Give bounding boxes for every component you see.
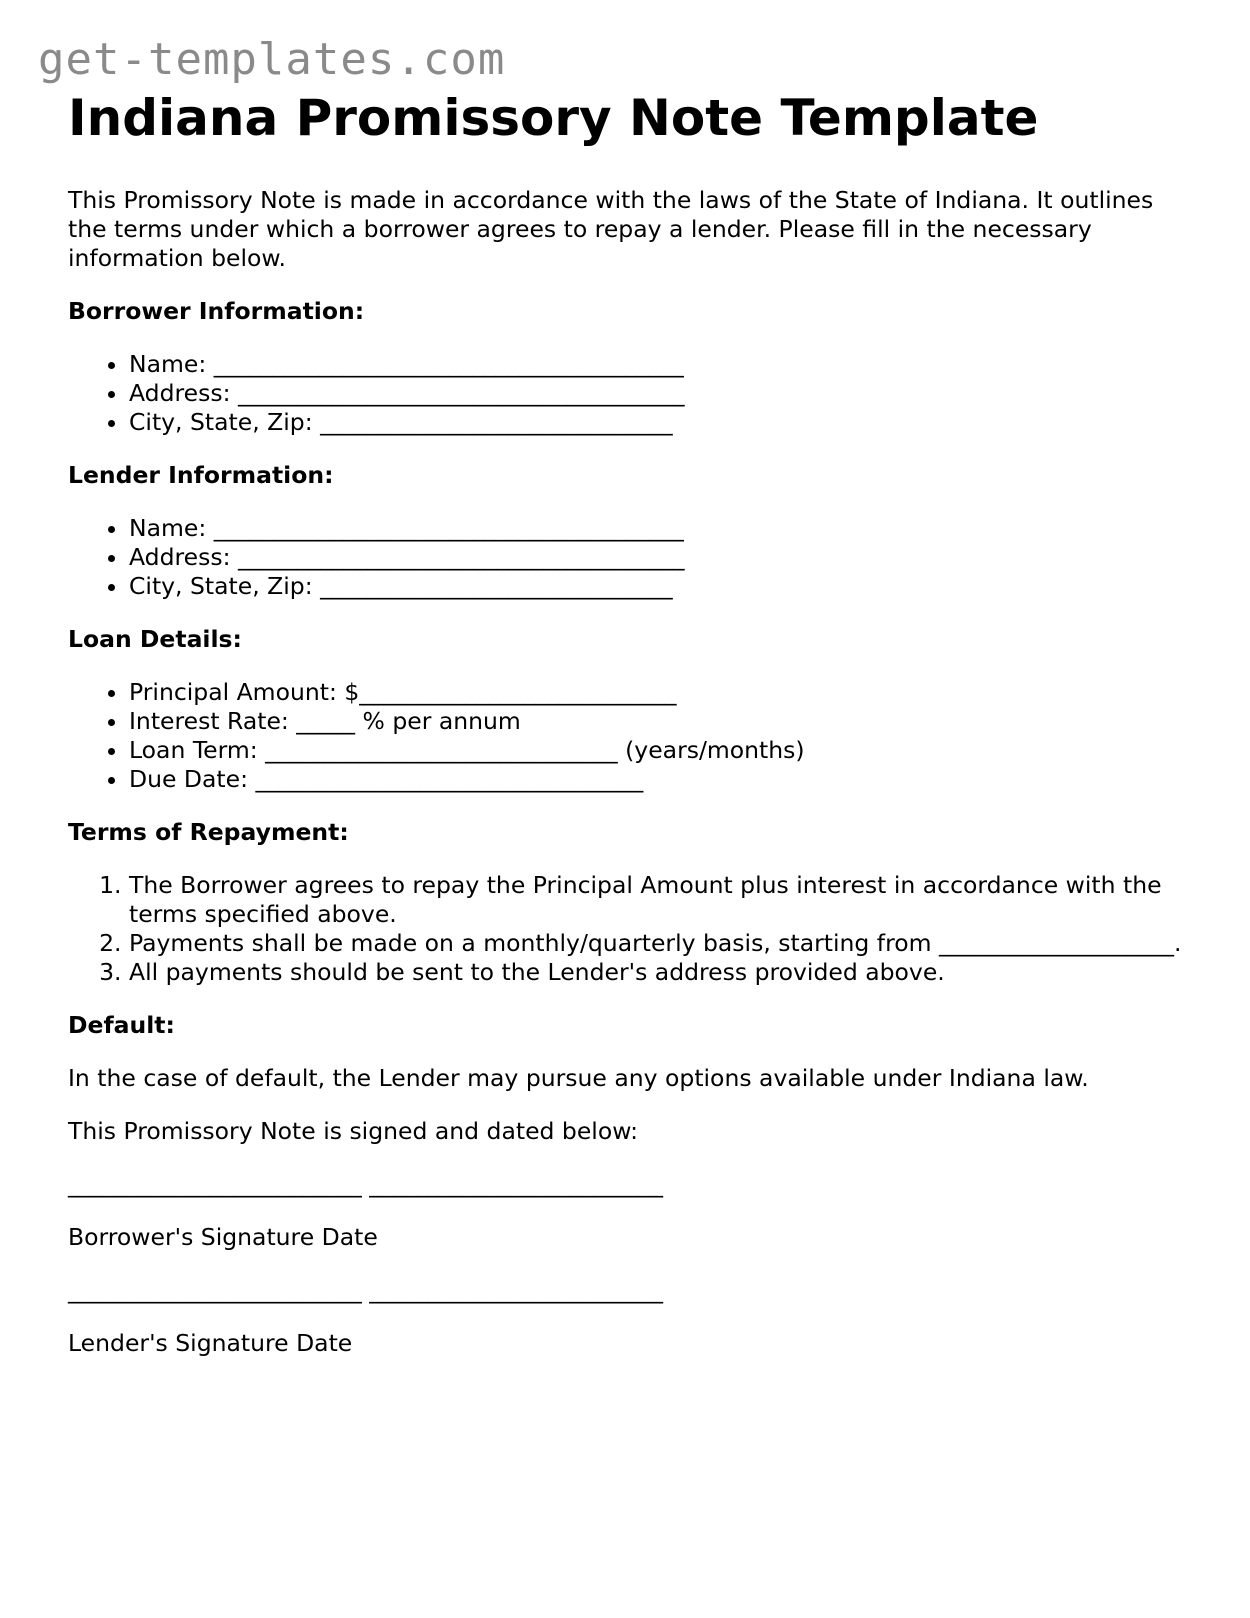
- lender-list: [68, 514, 1188, 601]
- loan-list: [68, 678, 1188, 794]
- lender-city-field[interactable]: • City, State, Zip: ______________________________: [129, 572, 1188, 601]
- watermark: get-templates.com: [38, 34, 506, 85]
- interest-rate-field[interactable]: • Interest Rate: _____ % per annum: [129, 707, 1188, 736]
- borrower-signature-label: Borrower's Signature Date: [68, 1223, 378, 1251]
- principal-amount-field[interactable]: • Principal Amount: $___________________________: [129, 678, 1188, 707]
- borrower-list: [68, 350, 1188, 437]
- loan-term-field[interactable]: • Loan Term: ______________________________ (years/months): [129, 736, 1188, 765]
- lender-name-field[interactable]: • Name: ________________________________________: [129, 514, 1188, 543]
- page-title: Indiana Promissory Note Template: [68, 89, 1039, 147]
- default-heading: Default:: [68, 1011, 175, 1039]
- borrower-signature-line[interactable]: _________________________ _________________________: [68, 1170, 663, 1198]
- repayment-item: 1. The Borrower agrees to repay the Principal Amount plus interest in accordance with the terms specified above.: [129, 871, 1188, 929]
- due-date-field[interactable]: • Due Date: _________________________________: [129, 765, 1188, 794]
- signed-text: This Promissory Note is signed and dated below:: [68, 1117, 639, 1145]
- default-text: In the case of default, the Lender may pursue any options available under Indiana law.: [68, 1064, 1089, 1092]
- lender-signature-label: Lender's Signature Date: [68, 1329, 353, 1357]
- intro-paragraph: This Promissory Note is made in accordance with the laws of the State of Indiana. It outlines the terms under which a borrower agrees to repay a lender. Please fill in the necessary information below.: [68, 186, 1154, 272]
- lender-signature-line[interactable]: _________________________ _________________________: [68, 1276, 663, 1304]
- lender-heading: Lender Information:: [68, 461, 334, 489]
- borrower-name-field[interactable]: • Name: ________________________________________: [129, 350, 1188, 379]
- borrower-address-field[interactable]: • Address: ______________________________________: [129, 379, 1188, 408]
- repayment-heading: Terms of Repayment:: [68, 818, 349, 846]
- document-page: [68, 88, 1188, 1358]
- borrower-heading: Borrower Information:: [68, 297, 365, 325]
- lender-address-field[interactable]: • Address: ______________________________________: [129, 543, 1188, 572]
- repayment-item[interactable]: 2. Payments shall be made on a monthly/quarterly basis, starting from ____________________.: [129, 929, 1188, 958]
- repayment-item: 3. All payments should be sent to the Lender's address provided above.: [129, 958, 1188, 987]
- loan-heading: Loan Details:: [68, 625, 242, 653]
- borrower-city-field[interactable]: • City, State, Zip: ______________________________: [129, 408, 1188, 437]
- repayment-list: [68, 871, 1188, 987]
